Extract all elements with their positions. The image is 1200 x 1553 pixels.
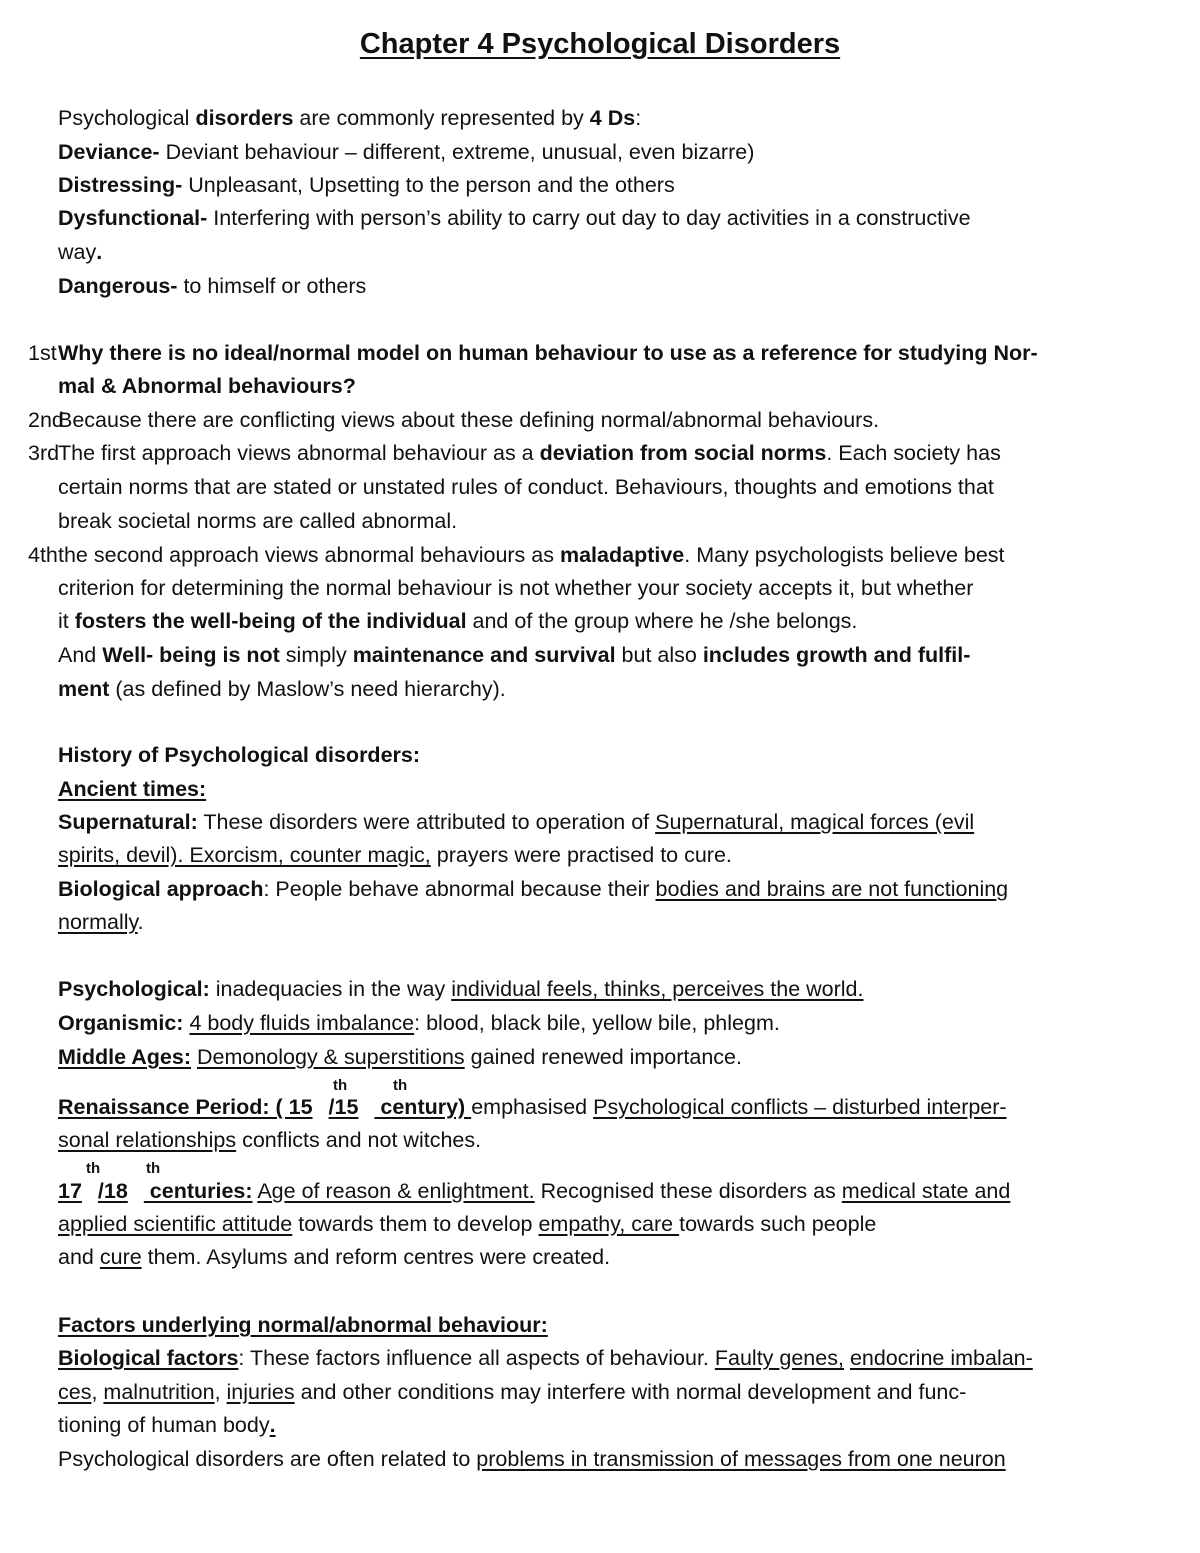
superscript-th: th xyxy=(333,1077,348,1094)
intro-line: Psychological disorders are commonly represented by 4 Ds: xyxy=(58,106,642,130)
ds-item-dangerous: Dangerous- to himself or others xyxy=(58,274,367,298)
enlightenment-cont2: and cure them. Asylums and reform centres were created. xyxy=(58,1245,611,1269)
organismic-line: Organismic: 4 body fluids imbalance: blood, black bile, yellow bile, phlegm. xyxy=(58,1011,780,1035)
point-3-cont2: break societal norms are called abnormal. xyxy=(58,509,458,533)
neuron-line: Psychological disorders are often related to problems in transmission of messages from one neuron xyxy=(58,1447,1006,1471)
point-4-cont4: ment (as defined by Maslow’s need hierarchy). xyxy=(58,677,506,701)
point-number: 1st xyxy=(28,341,57,365)
supernatural-line: Supernatural: These disorders were attributed to operation of Supernatural, magical forces (evil xyxy=(58,810,975,834)
page-title: Chapter 4 Psychological Disorders xyxy=(359,28,841,60)
point-4: 4th the second approach views abnormal behaviours as maladaptive. Many psychologists believe best xyxy=(58,540,1176,570)
history-heading: History of Psychological disorders: xyxy=(58,743,421,767)
ds-item-dysfunctional: Dysfunctional- Interfering with person’s ability to carry out day to day activities in a constructive xyxy=(58,206,971,230)
point-number: 2nd xyxy=(28,408,64,432)
point-3-cont: certain norms that are stated or unstated rules of conduct. Behaviours, thoughts and emotions that xyxy=(58,475,994,499)
ancient-times-heading: Ancient times: xyxy=(58,777,207,801)
enlightenment-cont: applied scientific attitude towards them to develop empathy, care towards such people xyxy=(58,1212,877,1236)
point-2: 2nd Because there are conflicting views about these defining normal/abnormal behaviours. xyxy=(58,405,1176,435)
renaissance-cont: sonal relationships conflicts and not witches. xyxy=(58,1128,482,1152)
point-4-cont3: And Well- being is not simply maintenance and survival but also includes growth and fulfil- xyxy=(58,643,971,667)
biological-approach-line: Biological approach: People behave abnormal because their bodies and brains are not functioning xyxy=(58,877,1009,901)
superscript-th: th xyxy=(393,1077,408,1094)
biological-factors-line: Biological factors: These factors influence all aspects of behaviour. Faulty genes, endocrine imbalan- xyxy=(58,1346,1033,1370)
ds-item-dysfunctional-cont: way. xyxy=(58,240,103,264)
ds-item-distressing: Distressing- Unpleasant, Upsetting to the person and the others xyxy=(58,173,675,197)
superscript-th: th xyxy=(86,1160,101,1177)
point-4-cont2: it fosters the well-being of the individual and of the group where he /she belongs. xyxy=(58,609,858,633)
supernatural-line-cont: spirits, devil). Exorcism, counter magic, prayers were practised to cure. xyxy=(58,843,732,867)
ds-item-deviance: Deviance- Deviant behaviour – different, extreme, unusual, even bizarre) xyxy=(58,140,755,164)
superscript-th: th xyxy=(146,1160,161,1177)
psychological-line: Psychological: inadequacies in the way individual feels, thinks, perceives the world. xyxy=(58,977,864,1001)
biological-factors-cont: ces, malnutrition, injuries and other conditions may interfere with normal development and func- xyxy=(58,1380,967,1404)
point-1-cont: mal & Abnormal behaviours? xyxy=(58,374,356,398)
factors-heading: Factors underlying normal/abnormal behaviour: xyxy=(58,1313,548,1337)
biological-factors-cont2: tioning of human body. xyxy=(58,1413,276,1437)
point-number: 4th xyxy=(28,543,58,567)
point-4-cont: criterion for determining the normal behaviour is not whether your society accepts it, but whether xyxy=(58,576,974,600)
enlightenment-line: 17 /18 centuries: Age of reason & enlightment. Recognised these disorders as medical state and xyxy=(58,1179,1011,1203)
point-number: 3rd xyxy=(28,441,60,465)
point-3: 3rd The first approach views abnormal behaviour as a deviation from social norms. Each society has xyxy=(58,438,1176,468)
biological-approach-cont: normally. xyxy=(58,910,144,934)
point-1: 1st Why there is no ideal/normal model on human behaviour to use as a reference for studying Nor- xyxy=(58,338,1176,368)
middle-ages-line: Middle Ages: Demonology & superstitions gained renewed importance. xyxy=(58,1045,742,1069)
renaissance-line: Renaissance Period: ( 15 /15 century) emphasised Psychological conflicts – disturbed interper- xyxy=(58,1095,1007,1119)
